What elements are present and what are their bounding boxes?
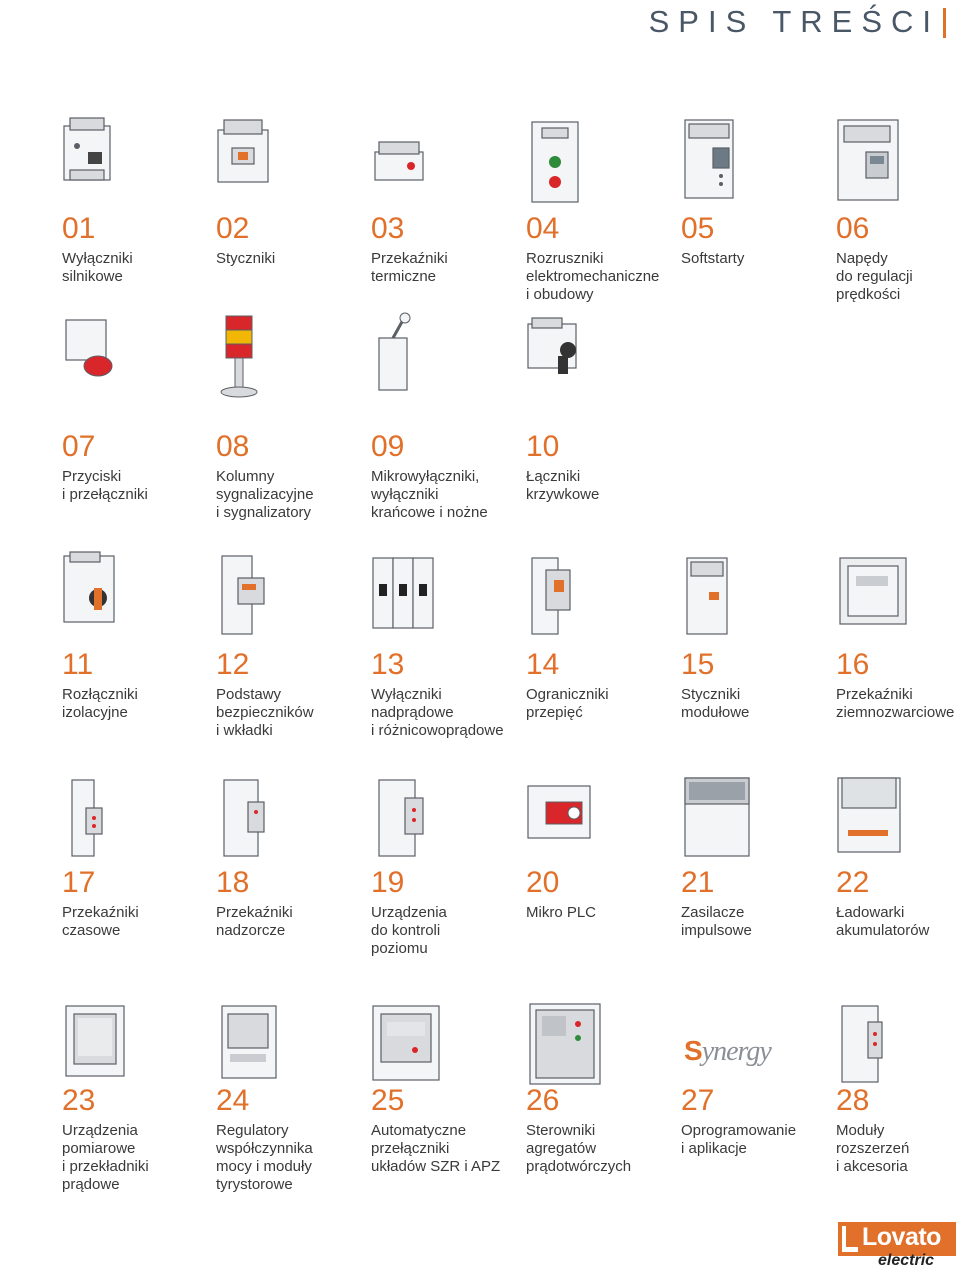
item-number: 27	[681, 1084, 715, 1117]
item-label: Styczniki modułowe	[681, 686, 750, 721]
power-supply-icon	[677, 770, 767, 865]
motor-circuit-breaker-icon	[58, 112, 148, 207]
catalog-item-12[interactable]	[216, 650, 366, 740]
catalog-item-16[interactable]	[836, 650, 960, 722]
item-label: Urządzenia do kontroli poziomu	[371, 904, 447, 957]
catalog-item-23[interactable]	[62, 1086, 212, 1194]
item-label: Rozłączniki izolacyjne	[62, 686, 138, 721]
item-number: 25	[371, 1084, 405, 1117]
level-control-icon	[367, 770, 457, 865]
thermal-relay-icon	[367, 112, 457, 207]
catalog-item-09[interactable]	[371, 432, 521, 522]
contactor-icon	[212, 112, 302, 207]
catalog-item-10[interactable]	[526, 432, 676, 504]
item-number: 22	[836, 866, 870, 899]
item-number: 11	[62, 648, 94, 681]
isolator-icon	[58, 548, 148, 643]
item-label: Przekaźniki termiczne	[371, 250, 448, 285]
item-number: 09	[371, 430, 405, 463]
title-accent-bar	[943, 8, 946, 38]
lovato-logo-text: Lovato	[862, 1223, 941, 1251]
item-label: Podstawy bezpieczników i wkładki	[216, 686, 314, 739]
item-number: 15	[681, 648, 715, 681]
synergy-logo-s: S	[684, 1035, 702, 1066]
battery-charger-icon	[832, 770, 922, 865]
catalog-item-27[interactable]	[681, 1086, 831, 1158]
measuring-meter-icon	[58, 998, 148, 1093]
catalog-item-04[interactable]	[526, 214, 676, 304]
modular-contactor-icon	[677, 548, 767, 643]
item-label: Sterowniki agregatów prądotwórczych	[526, 1122, 632, 1175]
catalog-item-08[interactable]	[216, 432, 366, 522]
item-label: Rozruszniki elektromechaniczne i obudowy	[526, 250, 660, 303]
limit-switch-icon	[367, 310, 457, 405]
catalog-item-15[interactable]	[681, 650, 831, 722]
micro-plc-icon	[522, 770, 612, 865]
item-number: 17	[62, 866, 96, 899]
catalog-item-25[interactable]	[371, 1086, 521, 1176]
item-number: 18	[216, 866, 250, 899]
page-title: SPIS TREŚCI	[648, 4, 940, 39]
push-button-icon	[58, 310, 148, 405]
item-label: Wyłączniki nadprądowe i różnicowoprądowe	[371, 686, 504, 739]
item-label: Zasilacze impulsowe	[681, 904, 752, 939]
item-label: Urządzenia pomiarowe i przekładniki prądowe	[62, 1122, 149, 1193]
item-label: Wyłączniki silnikowe	[62, 250, 133, 285]
item-number: 05	[681, 212, 715, 245]
mcb-icon	[367, 548, 457, 643]
catalog-item-06[interactable]	[836, 214, 960, 304]
item-number: 24	[216, 1084, 250, 1117]
earth-leakage-relay-icon	[832, 548, 922, 643]
item-number: 20	[526, 866, 560, 899]
catalog-item-13[interactable]	[371, 650, 521, 740]
item-label: Przyciski i przełączniki	[62, 468, 148, 503]
item-label: Przekaźniki ziemnozwarciowe	[836, 686, 955, 721]
catalog-item-20[interactable]	[526, 868, 676, 922]
item-number: 14	[526, 648, 560, 681]
item-number: 21	[681, 866, 715, 899]
item-number: 23	[62, 1084, 96, 1117]
item-label: Ograniczniki przepięć	[526, 686, 609, 721]
synergy-logo-rest: ynergy	[701, 1036, 771, 1067]
item-number: 26	[526, 1084, 560, 1117]
catalog-item-17[interactable]	[62, 868, 212, 940]
item-number: 01	[62, 212, 96, 245]
item-number: 13	[371, 648, 405, 681]
catalog-item-19[interactable]	[371, 868, 521, 958]
cam-switch-icon	[522, 310, 612, 405]
catalog-item-18[interactable]	[216, 868, 366, 940]
catalog-item-22[interactable]	[836, 868, 960, 940]
timer-relay-icon	[58, 770, 148, 865]
item-number: 03	[371, 212, 405, 245]
starter-enclosure-icon	[522, 112, 612, 207]
item-number: 02	[216, 212, 250, 245]
synergy-logo	[684, 1035, 771, 1068]
item-label: Oprogramowanie i aplikacje	[681, 1122, 797, 1157]
catalog-item-03[interactable]	[371, 214, 521, 286]
fuse-base-icon	[212, 548, 302, 643]
item-number: 08	[216, 430, 250, 463]
item-label: Regulatory współczynnika mocy i moduły tyrystorowe	[216, 1122, 313, 1193]
catalog-item-24[interactable]	[216, 1086, 366, 1194]
item-label: Softstarty	[681, 250, 745, 267]
item-label: Moduły rozszerzeń i akcesoria	[836, 1122, 910, 1175]
lovato-logo-mark-inner	[846, 1226, 858, 1247]
catalog-item-07[interactable]	[62, 432, 212, 504]
catalog-item-02[interactable]	[216, 214, 366, 268]
speed-drive-icon	[832, 112, 922, 207]
item-number: 28	[836, 1084, 870, 1117]
item-label: Automatyczne przełączniki układów SZR i APZ	[371, 1122, 501, 1175]
item-label: Kolumny sygnalizacyjne i sygnalizatory	[216, 468, 314, 521]
signal-tower-icon	[212, 310, 302, 405]
lovato-logo-sub: electric	[878, 1252, 935, 1269]
item-label: Napędy do regulacji prędkości	[836, 250, 913, 303]
item-number: 19	[371, 866, 405, 899]
catalog-item-14[interactable]	[526, 650, 676, 722]
item-label: Łączniki krzywkowe	[526, 468, 600, 503]
item-number: 10	[526, 430, 560, 463]
transfer-switch-controller-icon	[367, 998, 457, 1093]
item-label: Przekaźniki czasowe	[62, 904, 139, 939]
item-label: Styczniki	[216, 250, 276, 267]
catalog-item-05[interactable]	[681, 214, 831, 268]
monitoring-relay-icon	[212, 770, 302, 865]
catalog-item-26[interactable]	[526, 1086, 676, 1176]
item-number: 04	[526, 212, 560, 245]
catalog-item-28[interactable]	[836, 1086, 960, 1176]
catalog-item-01[interactable]	[62, 214, 212, 286]
item-number: 06	[836, 212, 870, 245]
expansion-module-icon	[832, 998, 922, 1093]
surge-arrester-icon	[522, 548, 612, 643]
item-label: Ładowarki akumulatorów	[836, 904, 930, 939]
item-label: Mikro PLC	[526, 904, 597, 921]
catalog-item-21[interactable]	[681, 868, 831, 940]
power-factor-regulator-icon	[212, 998, 302, 1093]
item-number: 07	[62, 430, 96, 463]
item-label: Przekaźniki nadzorcze	[216, 904, 293, 939]
catalog-item-11[interactable]	[62, 650, 212, 722]
item-number: 12	[216, 648, 250, 681]
item-number: 16	[836, 648, 870, 681]
item-label: Mikrowyłączniki, wyłączniki krańcowe i nożne	[371, 468, 488, 521]
genset-controller-icon	[522, 998, 612, 1093]
softstarter-icon	[677, 112, 767, 207]
